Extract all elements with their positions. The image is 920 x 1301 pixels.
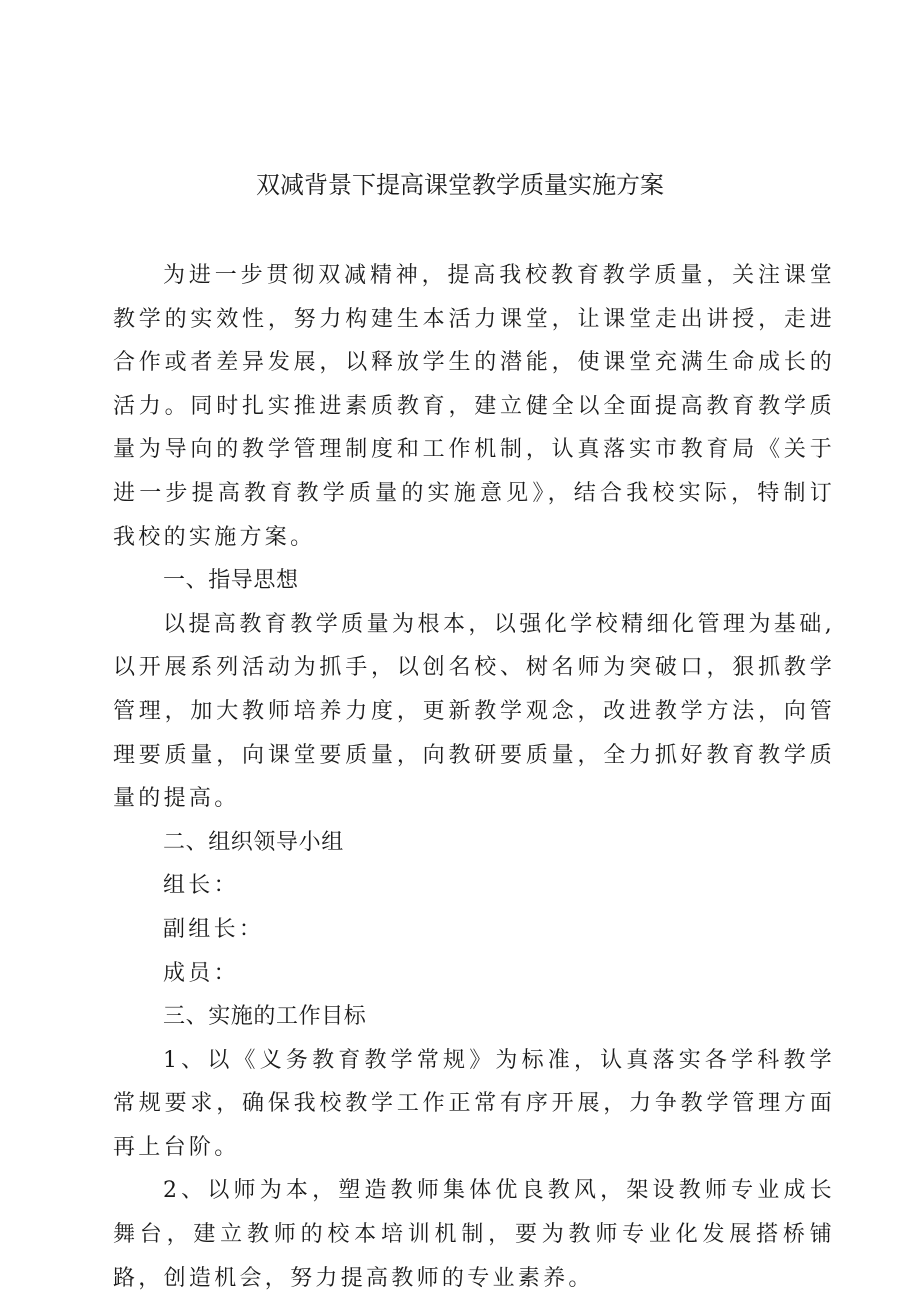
- guiding-thought-paragraph: 以提高教育教学质量为根本，以强化学校精细化管理为基础,以开展系列活动为抓手，以创名校、树名师为突破口，狠抓教学管理，加大教师培养力度，更新教学观念，改进教学方法，向管理要质量，向课堂要质量，向教研要质量，全力抓好教育教学质量的提高。: [113, 611, 835, 812]
- deputy-leader-line: 副组长：: [163, 916, 265, 942]
- section-heading-leadership-group: 二、组织领导小组: [163, 829, 344, 855]
- document-body: [113, 254, 835, 1300]
- document-title: 双减背景下提高课堂教学质量实施方案: [256, 171, 664, 199]
- section-heading-work-goals: 三、实施的工作目标: [163, 1004, 367, 1030]
- section-heading-guiding-thought: 一、指导思想: [163, 568, 299, 594]
- group-leader-line: 组长：: [163, 873, 239, 899]
- work-goal-item-1: 1、以《义务教育教学常规》为标准，认真落实各学科教学常规要求，确保我校教学工作正常有序开展，力争教学管理方面再上台阶。: [113, 1047, 835, 1160]
- work-goal-item-2: 2、以师为本，塑造教师集体优良教风，架设教师专业成长舞台，建立教师的校本培训机制，要为教师专业化发展搭桥铺路，创造机会，努力提高教师的专业素养。: [113, 1178, 835, 1291]
- members-line: 成员：: [163, 960, 239, 986]
- intro-paragraph: 为进一步贯彻双减精神，提高我校教育教学质量，关注课堂教学的实效性，努力构建生本活力课堂，让课堂走出讲授，走进合作或者差异发展，以释放学生的潜能，使课堂充满生命成长的活力。同时扎实推进素质教育，建立健全以全面提高教育教学质量为导向的教学管理制度和工作机制，认真落实市教育局《关于进一步提高教育教学质量的实施意见》，结合我校实际，特制订我校的实施方案。: [113, 263, 835, 550]
